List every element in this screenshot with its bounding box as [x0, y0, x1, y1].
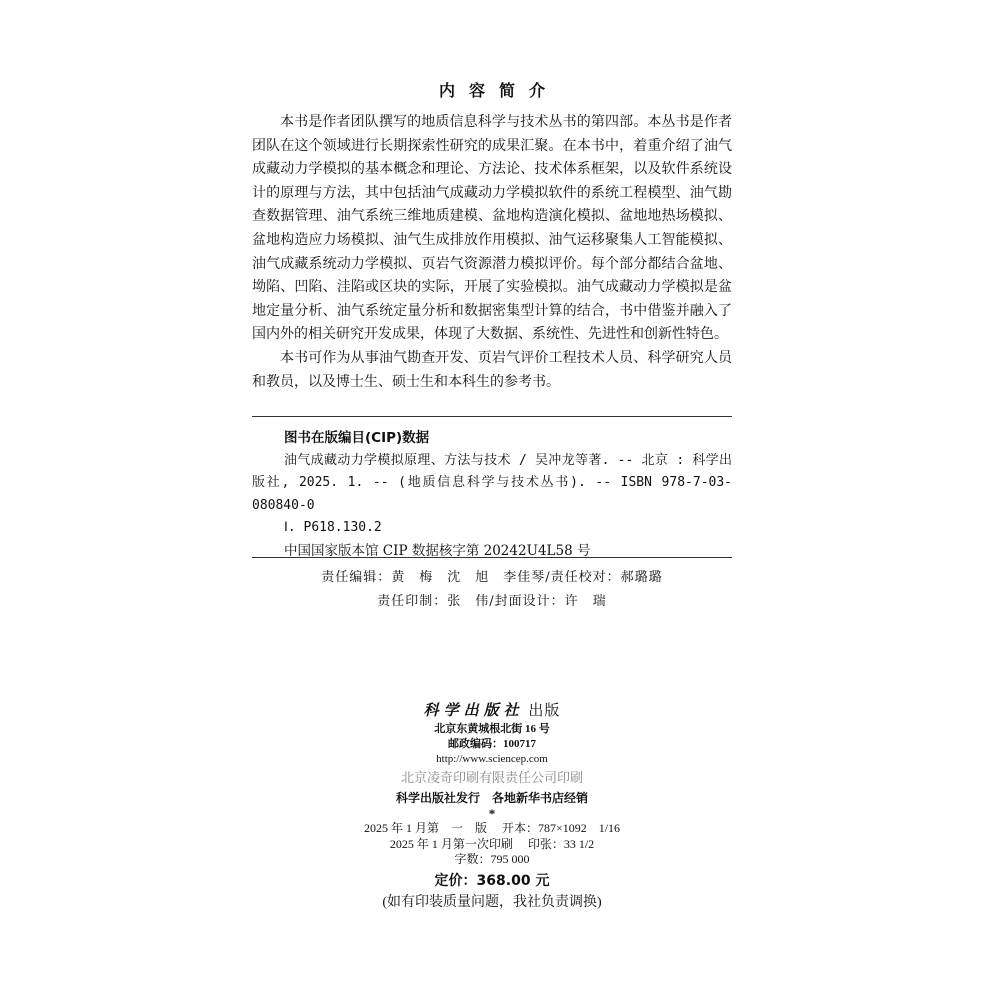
printing-line: 2025 年 1 月第一次印刷 印张：33 1/2 — [389, 836, 595, 851]
price: 定价：368.00 元 — [434, 872, 550, 889]
publisher-line — [252, 700, 732, 722]
synopsis-title: 内容简介 — [438, 81, 559, 100]
word-count: 字数：795 000 — [454, 852, 530, 866]
cip-heading: 图书在版编目(CIP)数据 — [284, 430, 430, 446]
distribution-line: 科学出版社发行 各地新华书店经销 — [395, 791, 588, 805]
publisher-url: http://www.sciencep.com — [436, 753, 548, 765]
separator-star: * — [488, 806, 496, 821]
cip-approval-number: 中国国家版本馆 CIP 数据核字第 20242U4L58 号 — [284, 542, 591, 559]
cip-classification: Ⅰ. P618.130.2 — [284, 520, 382, 535]
cip-top-rule — [252, 416, 732, 417]
publisher-suffix: 出版 — [528, 703, 561, 719]
quality-notice: (如有印装质量问题，我社负责调换) — [382, 894, 602, 910]
cip-entry: 油气成藏动力学模拟原理、方法与技术 / 吴冲龙等著. -- 北京 : 科学出版社, 2025. 1. -- (地质信息科学与技术丛书). -- ISBN 978-7-03-080840-0 — [252, 452, 732, 513]
editor-credits: 责任编辑：黄 梅 沈 旭 李佳琴/责任校对：郝璐璐 — [321, 570, 663, 585]
edition-line: 2025 年 1 月第 一 版 开本：787×1092 1/16 — [363, 821, 621, 835]
production-credits: 责任印制：张 伟/封面设计：许 瑞 — [377, 594, 607, 609]
synopsis-paragraph: 本书可作为从事油气勘查开发、页岩气评价工程技术人员、科学研究人员和教员，以及博士生、硕士生和本科生的参考书。 — [252, 349, 732, 390]
publisher-postcode: 邮政编码：100717 — [448, 738, 536, 750]
cip-bottom-rule — [252, 557, 732, 558]
publisher-address: 北京东黄城根北街 16 号 — [434, 723, 550, 735]
printer-name: 北京凌奇印刷有限责任公司印刷 — [400, 771, 583, 786]
publisher-name: 科学出版社 — [423, 703, 524, 719]
synopsis-body — [252, 111, 732, 394]
imprint-block — [252, 700, 732, 914]
synopsis-paragraph: 本书是作者团队撰写的地质信息科学与技术丛书的第四部。本丛书是作者团队在这个领域进行长期探索性研究的成果汇聚。在本书中，着重介绍了油气成藏动力学模拟的基本概念和理论、方法论、技术体系框架，以及软件系统设计的原理与方法，其中包括油气成藏动力学模拟软件的系统工程模型、油气勘查数据管理、油气系统三维地质建模、盆地构造演化模拟、盆地地热场模拟、盆地构造应力场模拟、油气生成排放作用模拟、油气运移聚集人工智能模拟、油气成藏系统动力学模拟、页岩气资源潜力模拟评价。每个部分都结合盆地、坳陷、凹陷、洼陷或区块的实际，开展了实验模拟。油气成藏动力学模拟是盆地定量分析、油气系统定量分析和数据密集型计算的结合，书中借鉴并融入了国内外的相关研究开发成果，体现了大数据、系统性、先进性和创新性特色。 — [252, 114, 732, 343]
credits-block — [252, 566, 732, 614]
cip-block — [252, 427, 732, 562]
